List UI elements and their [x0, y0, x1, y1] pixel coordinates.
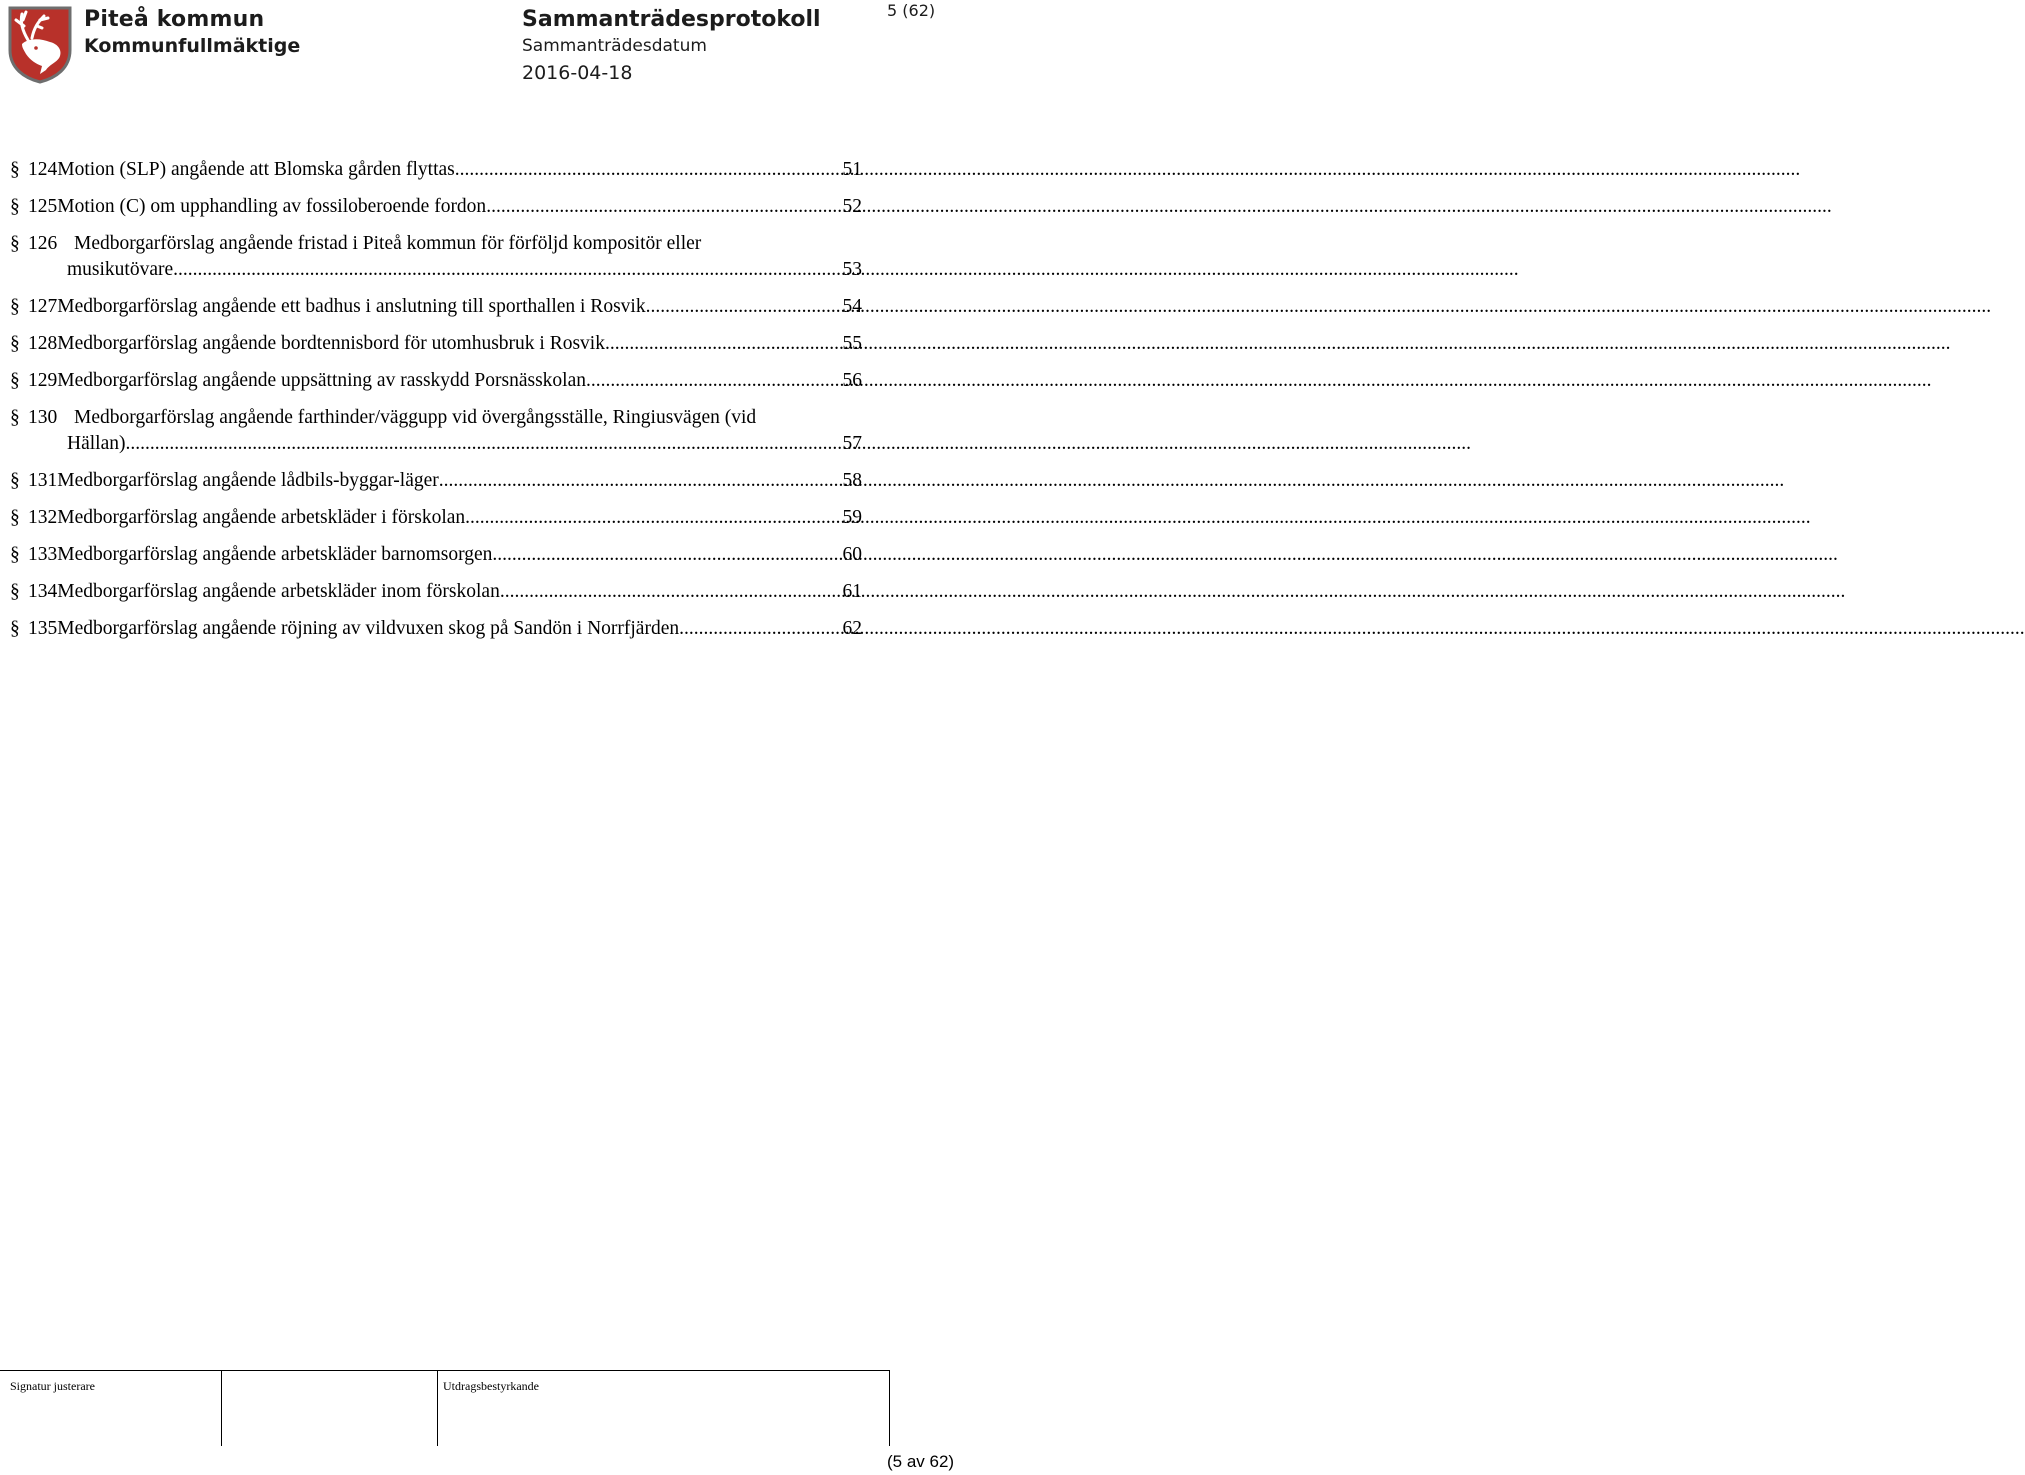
table-of-contents [10, 157, 862, 653]
toc-entry[interactable] [10, 542, 862, 568]
organization-block [84, 6, 300, 58]
dot-leader [605, 331, 842, 357]
extract-certification-label: Utdragsbestyrkande [443, 1379, 539, 1393]
document-title: Sammanträdesprotokoll [522, 7, 821, 32]
section-symbol: § [10, 196, 20, 217]
toc-entry-title: Medborgarförslag angående röjning av vildvuxen skog på Sandön i Norrfjärden [57, 618, 680, 639]
toc-entry-number: 132 [28, 507, 58, 528]
toc-entry-number: 134 [28, 581, 58, 602]
section-symbol: § [10, 407, 20, 428]
toc-entry-number: 135 [28, 618, 58, 639]
toc-entry-page: 58 [842, 470, 862, 491]
toc-entry-number: 129 [28, 370, 58, 391]
toc-entry-title: Medborgarförslag angående arbetskläder barnomsorgen [57, 544, 493, 565]
toc-entry-title: Medborgarförslag angående lådbils-byggar-läger [57, 470, 439, 491]
toc-entry-title: Medborgarförslag angående uppsättning av rasskydd Porsnässkolan [57, 370, 586, 391]
toc-entry-number: 130 [28, 407, 58, 428]
footer-divider [221, 1371, 222, 1446]
section-symbol: § [10, 159, 20, 180]
section-symbol: § [10, 470, 20, 491]
toc-entry[interactable] [10, 468, 862, 494]
toc-entry-title: Medborgarförslag angående ett badhus i anslutning till sporthallen i Rosvik [57, 296, 646, 317]
section-symbol: § [10, 296, 20, 317]
toc-entry[interactable] [10, 231, 862, 283]
toc-entry-number: 133 [28, 544, 58, 565]
footer-divider [437, 1371, 438, 1446]
toc-entry-title-continued: Hällan) [67, 433, 126, 454]
toc-entry[interactable] [10, 194, 862, 220]
toc-entry-page: 53 [842, 259, 862, 280]
toc-entry-title-continued: musikutövare [67, 259, 174, 280]
dot-leader [125, 431, 841, 457]
section-symbol: § [10, 507, 20, 528]
dot-leader [455, 157, 842, 183]
dot-leader [439, 468, 842, 494]
toc-entry-title: Medborgarförslag angående fristad i Piteå kommun för förföljd kompositör eller [74, 233, 702, 254]
toc-entry-page: 54 [842, 296, 862, 317]
toc-entry[interactable] [10, 505, 862, 531]
toc-entry-page: 62 [842, 618, 862, 639]
section-symbol: § [10, 233, 20, 254]
protocol-block [522, 6, 821, 86]
reindeer-coat-of-arms-icon [6, 4, 74, 84]
toc-entry-title: Medborgarförslag angående arbetskläder i förskolan [57, 507, 466, 528]
section-symbol: § [10, 581, 20, 602]
toc-entry-number: 125 [28, 196, 58, 217]
toc-entry[interactable] [10, 368, 862, 394]
section-symbol: § [10, 544, 20, 565]
toc-entry-title: Medborgarförslag angående farthinder/väggupp vid övergångsställe, Ringiusvägen (vid [74, 407, 757, 428]
toc-entry[interactable] [10, 294, 862, 320]
toc-entry-number: 127 [28, 296, 58, 317]
toc-entry-title: Motion (C) om upphandling av fossiloberoende fordon [57, 196, 487, 217]
organization-unit: Kommunfullmäktige [84, 35, 301, 57]
meeting-date-label: Sammanträdesdatum [522, 36, 707, 56]
dot-leader [679, 616, 841, 642]
toc-entry-title: Motion (SLP) angående att Blomska gården flyttas [57, 159, 455, 180]
toc-entry[interactable] [10, 157, 862, 183]
section-symbol: § [10, 618, 20, 639]
toc-entry-page: 56 [842, 370, 862, 391]
toc-entry-page: 55 [842, 333, 862, 354]
section-symbol: § [10, 333, 20, 354]
toc-entry-number: 128 [28, 333, 58, 354]
toc-entry[interactable] [10, 405, 862, 457]
toc-entry-page: 60 [842, 544, 862, 565]
dot-leader [173, 257, 841, 283]
toc-entry-page: 57 [842, 433, 862, 454]
toc-entry-page: 51 [842, 159, 862, 180]
dot-leader [586, 368, 842, 394]
toc-entry-page: 52 [842, 196, 862, 217]
page-footer [0, 1370, 960, 1475]
toc-entry-page: 61 [842, 581, 862, 602]
toc-entry-number: 126 [28, 233, 58, 254]
dot-leader [486, 194, 841, 220]
dot-leader [500, 579, 842, 605]
page-indicator: 5 (62) [887, 1, 936, 20]
footer-divider [889, 1371, 890, 1446]
toc-entry-page: 59 [842, 507, 862, 528]
organization-name: Piteå kommun [84, 7, 265, 32]
toc-entry-title: Medborgarförslag angående bordtennisbord för utomhusbruk i Rosvik [57, 333, 605, 354]
toc-entry[interactable] [10, 579, 862, 605]
dot-leader [465, 505, 841, 531]
toc-entry-number: 131 [28, 470, 58, 491]
page-count: (5 av 62) [887, 1452, 955, 1471]
toc-entry[interactable] [10, 331, 862, 357]
toc-entry[interactable] [10, 616, 862, 642]
section-symbol: § [10, 370, 20, 391]
toc-entry-title: Medborgarförslag angående arbetskläder inom förskolan [57, 581, 500, 602]
toc-entry-number: 124 [28, 159, 58, 180]
signature-label: Signatur justerare [10, 1379, 95, 1393]
page-header [0, 0, 960, 90]
footer-rule [0, 1370, 890, 1371]
dot-leader [646, 294, 842, 320]
meeting-date: 2016-04-18 [522, 62, 633, 84]
dot-leader [492, 542, 841, 568]
